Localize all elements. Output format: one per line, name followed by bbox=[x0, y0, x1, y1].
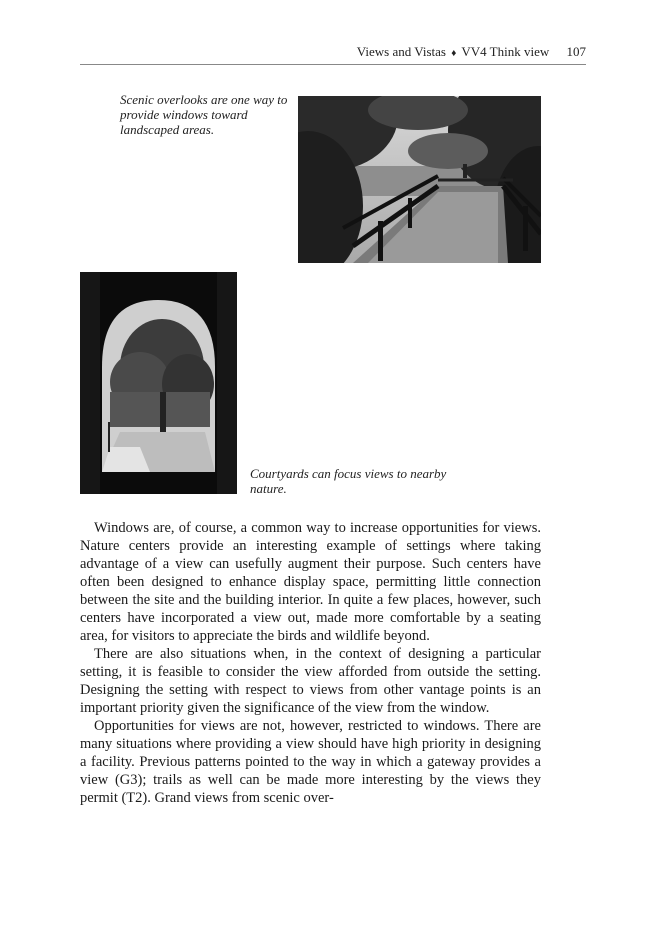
section-title: VV4 Think view bbox=[461, 44, 550, 59]
diamond-separator-icon: ♦ bbox=[451, 48, 457, 59]
running-head bbox=[80, 44, 586, 64]
figure-caption-overlook: Scenic overlooks are one way to provide windows toward landscaped areas. bbox=[120, 92, 288, 137]
body-text bbox=[80, 519, 541, 807]
paragraph: Opportunities for views are not, however, restricted to windows. There are many situations where providing a view should have high priority in designing a facility. Previous patterns pointed to the way in which a gateway provides a view (G3); trails as well can be made more interesting by the views they permit (T2). Grand views from scenic over- bbox=[80, 718, 541, 806]
paragraph: There are also situations when, in the context of designing a particular setting, it is feasible to consider the view afforded from outside the setting. Designing the setting with respect to views from other vantage points is an important priority given the significance of the view from the window. bbox=[80, 646, 541, 716]
scenic-overlook-photo bbox=[298, 96, 541, 263]
courtyard-archway-photo bbox=[80, 272, 237, 494]
page-number: 107 bbox=[566, 44, 586, 59]
header-rule bbox=[80, 64, 586, 65]
paragraph: Windows are, of course, a common way to increase opportunities for views. Nature centers provide an interesting example of settings where taking advantage of a view can usefully augment their purpose. Such centers have often been designed to enhance display space, permitting little connection between the site and the building interior. In quite a few places, however, such centers have incorporated a view out, made more comfortable by a seating area, for visitors to appreciate the birds and wildlife beyond. bbox=[80, 520, 541, 644]
running-title: Views and Vistas bbox=[356, 44, 446, 59]
figure-caption-courtyard: Courtyards can focus views to nearby nature. bbox=[250, 466, 447, 496]
